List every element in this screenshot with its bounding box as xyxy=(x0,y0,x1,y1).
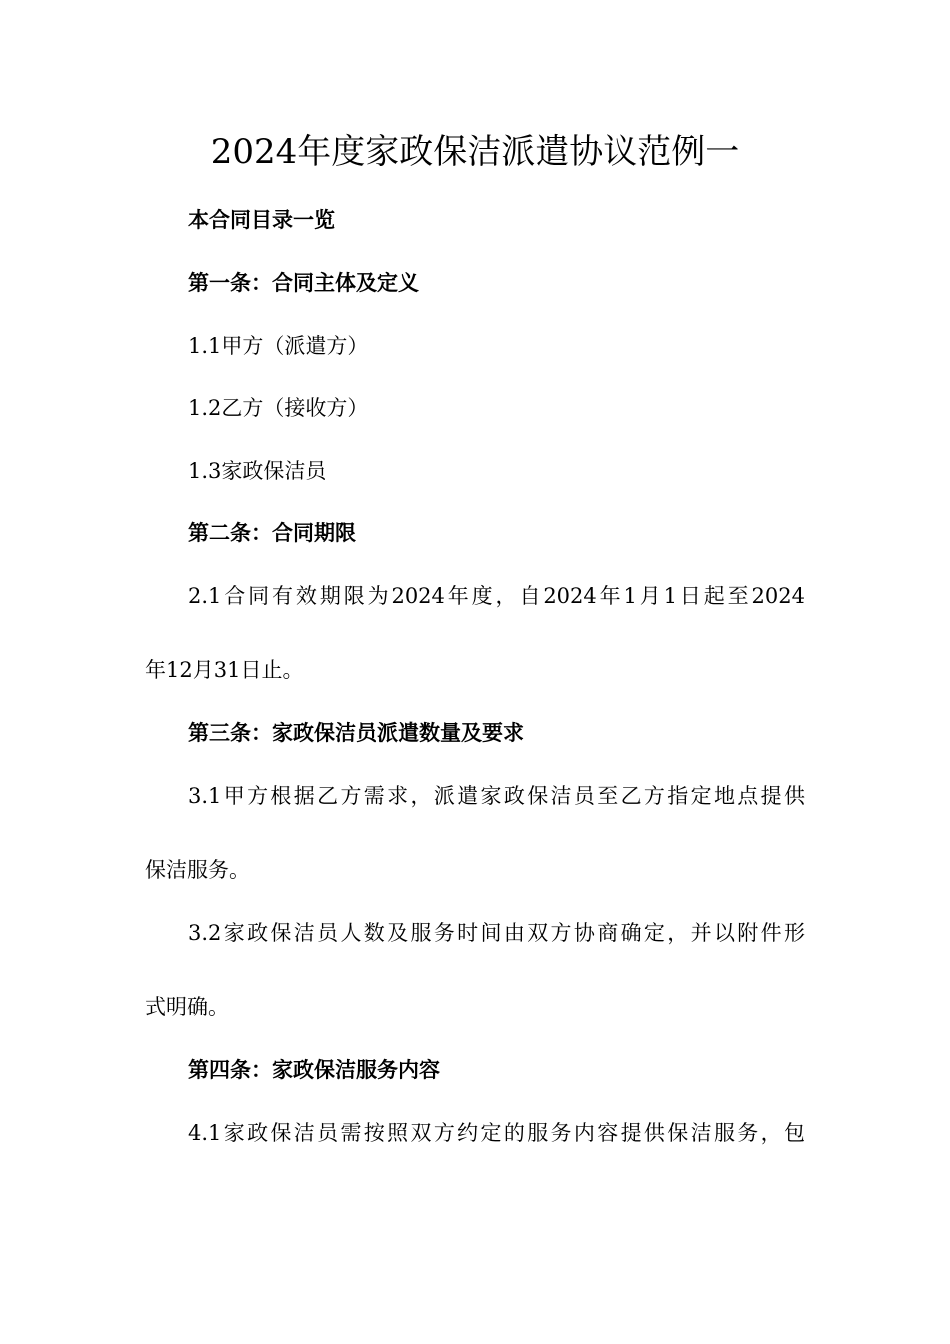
article4-heading: 第四条：家政保洁服务内容 xyxy=(188,1057,440,1082)
article2-paragraph1-line2: 年12月31日止。 xyxy=(145,658,304,682)
article1-heading: 第一条：合同主体及定义 xyxy=(188,270,419,295)
article3-paragraph2-line1: 3.2家政保洁员人数及服务时间由双方协商确定，并以附件形 xyxy=(188,921,805,945)
article1-item-1: 1.1甲方（派遣方） xyxy=(188,334,369,358)
article1-item-2: 1.2乙方（接收方） xyxy=(188,396,369,420)
article3-paragraph2-line2: 式明确。 xyxy=(145,995,229,1019)
document-title: 2024年度家政保洁派遣协议范例一 xyxy=(210,132,740,172)
article3-paragraph1-line1: 3.1甲方根据乙方需求，派遣家政保洁员至乙方指定地点提供 xyxy=(188,784,805,808)
article3-heading: 第三条：家政保洁员派遣数量及要求 xyxy=(188,720,524,745)
article3-paragraph1-line2: 保洁服务。 xyxy=(145,858,250,882)
article4-paragraph1-line1: 4.1家政保洁员需按照双方约定的服务内容提供保洁服务，包 xyxy=(188,1121,805,1145)
article2-heading: 第二条：合同期限 xyxy=(188,520,356,545)
toc-heading: 本合同目录一览 xyxy=(188,207,335,232)
article2-paragraph1-line1: 2.1合同有效期限为2024年度，自2024年1月1日起至2024 xyxy=(188,584,805,608)
article1-item-3: 1.3家政保洁员 xyxy=(188,459,327,483)
